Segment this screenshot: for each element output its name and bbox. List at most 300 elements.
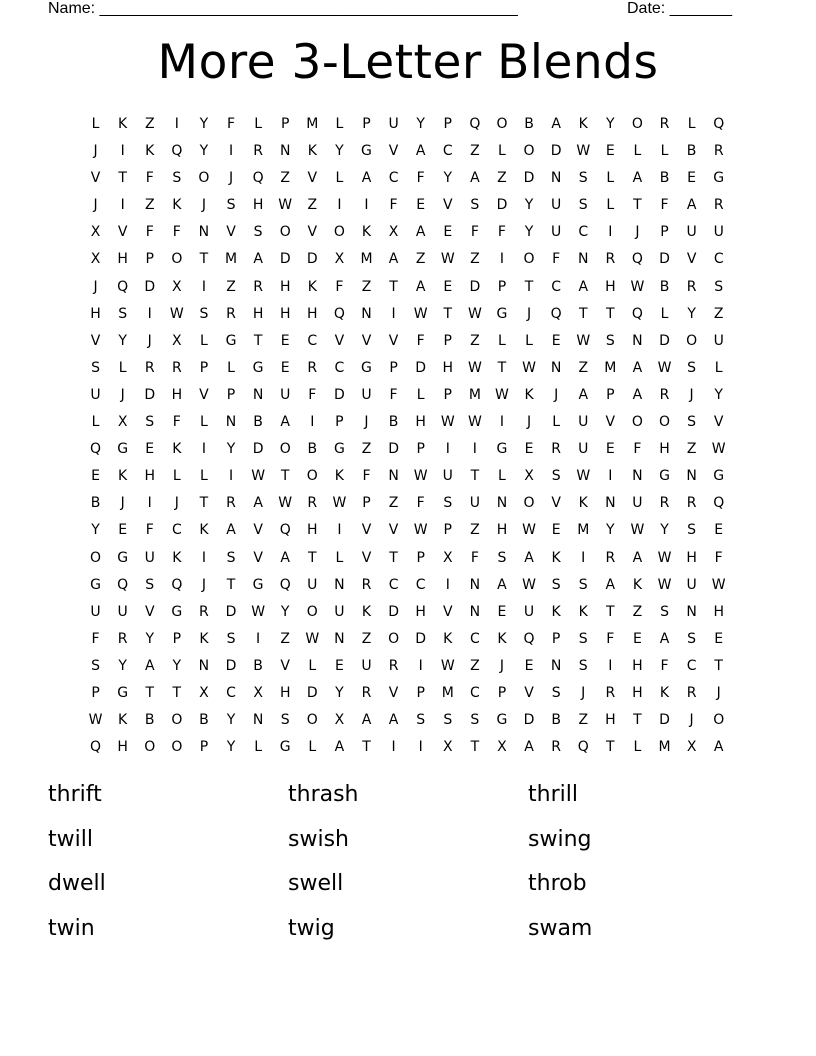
grid-letter: B — [659, 170, 670, 187]
grid-letter: W — [522, 522, 536, 539]
grid-letter: S — [497, 549, 507, 566]
grid-letter: V — [361, 522, 372, 539]
grid-letter: R — [117, 630, 128, 647]
grid-letter: N — [550, 359, 562, 376]
grid-letter: E — [524, 657, 534, 674]
grid-letter: E — [687, 170, 697, 187]
grid-letter: H — [279, 278, 291, 295]
word-item: thrash — [288, 782, 359, 807]
grid-letter: I — [445, 576, 450, 593]
grid-letter: K — [307, 143, 317, 160]
grid-letter: A — [334, 739, 345, 756]
grid-letter: E — [605, 441, 615, 458]
grid-letter: O — [171, 712, 183, 729]
grid-letter: V — [253, 522, 263, 539]
grid-letter: W — [169, 305, 184, 322]
grid-letter: L — [498, 332, 506, 349]
grid-letter: T — [308, 549, 317, 566]
grid-letter: K — [632, 576, 643, 593]
grid-letter: J — [201, 197, 206, 214]
grid-letter: J — [120, 386, 125, 403]
grid-letter: L — [498, 143, 506, 160]
grid-letter: U — [117, 603, 128, 620]
grid-letter: T — [524, 278, 534, 295]
grid-letter: S — [226, 549, 236, 566]
grid-letter: Q — [279, 576, 291, 593]
grid-letter: Y — [199, 116, 209, 132]
grid-letter: Z — [470, 332, 480, 349]
grid-letter: I — [391, 305, 396, 322]
grid-letter: V — [524, 684, 534, 701]
grid-letter: A — [524, 739, 534, 756]
grid-letter: R — [171, 359, 182, 376]
grid-letter: A — [497, 576, 507, 593]
grid-letter: W — [413, 468, 428, 485]
grid-letter: D — [225, 657, 237, 674]
grid-letter: D — [225, 603, 237, 620]
grid-letter: G — [361, 143, 372, 160]
word-row — [48, 868, 768, 913]
grid-row — [82, 111, 733, 138]
word-row — [48, 779, 768, 824]
grid-letter: A — [253, 495, 263, 512]
grid-letter: I — [201, 549, 206, 566]
grid-letter: V — [361, 549, 372, 566]
grid-letter: X — [172, 332, 182, 349]
grid-letter: W — [440, 657, 455, 674]
grid-letter: F — [389, 386, 398, 403]
grid-letter: L — [335, 170, 344, 187]
grid-letter: H — [659, 441, 670, 458]
grid-letter: L — [172, 468, 181, 485]
grid-letter: H — [415, 603, 426, 620]
grid-letter: O — [388, 630, 400, 647]
grid-letter: S — [578, 576, 588, 593]
grid-row — [82, 301, 733, 328]
grid-letter: D — [523, 170, 535, 187]
grid-letter: V — [144, 603, 155, 620]
grid-letter: U — [90, 386, 101, 403]
grid-letter: F — [660, 657, 669, 674]
grid-letter: R — [199, 603, 209, 620]
grid-letter: W — [305, 630, 320, 647]
grid-letter: F — [416, 170, 425, 187]
grid-letter: Y — [524, 224, 534, 241]
grid-letter: J — [93, 143, 98, 160]
grid-letter: N — [496, 495, 508, 512]
grid-letter: I — [364, 197, 369, 214]
grid-letter: L — [416, 386, 425, 403]
grid-letter: Q — [171, 576, 183, 593]
grid-letter: P — [199, 739, 209, 756]
grid-letter: W — [251, 603, 266, 620]
grid-letter: I — [391, 739, 396, 756]
grid-letter: U — [551, 224, 562, 241]
grid-letter: Q — [713, 495, 725, 512]
grid-letter: I — [472, 441, 477, 458]
grid-letter: H — [144, 468, 155, 485]
grid-letter: A — [280, 549, 290, 566]
grid-letter: J — [581, 684, 586, 701]
grid-letter: Z — [144, 116, 155, 132]
grid-row — [82, 680, 733, 707]
grid-letter: E — [91, 468, 100, 485]
grid-row — [82, 219, 733, 246]
grid-letter: H — [632, 684, 643, 701]
grid-row — [82, 517, 733, 544]
grid-letter: Y — [118, 657, 127, 674]
grid-letter: D — [659, 712, 670, 729]
grid-letter: S — [253, 224, 263, 241]
grid-letter: W — [467, 305, 482, 322]
word-row — [48, 824, 768, 869]
grid-letter: L — [606, 197, 615, 214]
grid-letter: P — [199, 359, 209, 376]
grid-letter: N — [334, 576, 345, 593]
grid-letter: Q — [90, 441, 102, 458]
grid-letter: K — [118, 712, 128, 729]
grid-letter: Y — [443, 170, 453, 187]
grid-letter: J — [93, 197, 98, 214]
grid-letter: W — [522, 576, 536, 593]
grid-letter: I — [201, 278, 206, 295]
grid-letter: R — [307, 359, 318, 376]
grid-letter: K — [118, 468, 128, 485]
grid-letter: Z — [497, 170, 507, 187]
grid-row — [82, 274, 733, 301]
letter-grid — [82, 111, 733, 761]
grid-letter: T — [145, 684, 155, 701]
grid-letter: S — [443, 712, 453, 729]
grid-letter: Y — [606, 116, 615, 132]
grid-letter: N — [198, 657, 210, 674]
grid-letter: R — [361, 684, 372, 701]
word-item: dwell — [48, 871, 106, 896]
grid-row — [82, 355, 733, 382]
grid-letter: A — [686, 197, 697, 214]
grid-letter: S — [551, 684, 561, 701]
grid-letter: A — [578, 386, 589, 403]
grid-letter: K — [118, 116, 128, 132]
grid-letter: E — [334, 657, 344, 674]
grid-letter: W — [413, 305, 428, 322]
grid-letter: Q — [90, 739, 102, 756]
grid-letter: G — [225, 332, 237, 349]
grid-letter: I — [337, 197, 342, 214]
grid-letter: U — [442, 468, 453, 485]
grid-letter: D — [144, 386, 156, 403]
grid-letter: R — [659, 495, 670, 512]
grid-letter: L — [687, 116, 696, 132]
grid-letter: G — [496, 441, 508, 458]
grid-row — [82, 165, 733, 192]
grid-letter: Y — [172, 657, 182, 674]
grid-letter: G — [117, 441, 129, 458]
grid-letter: A — [144, 657, 155, 674]
grid-letter: I — [147, 495, 152, 512]
grid-letter: K — [199, 522, 209, 539]
grid-letter: I — [418, 657, 423, 674]
grid-letter: L — [200, 332, 208, 349]
grid-letter: E — [714, 522, 724, 539]
grid-letter: B — [659, 278, 670, 295]
grid-letter: J — [228, 170, 234, 187]
grid-letter: R — [388, 657, 399, 674]
grid-letter: J — [689, 712, 694, 729]
grid-letter: Q — [631, 251, 643, 268]
grid-letter: E — [605, 143, 615, 160]
grid-letter: S — [416, 712, 426, 729]
grid-letter: B — [388, 414, 399, 431]
word-item: swam — [528, 915, 593, 941]
grid-letter: D — [252, 441, 264, 458]
grid-letter: Z — [361, 630, 372, 647]
grid-letter: S — [91, 657, 100, 674]
grid-letter: U — [713, 332, 724, 349]
grid-letter: P — [416, 441, 425, 458]
grid-letter: W — [413, 522, 428, 539]
grid-letter: Q — [117, 576, 129, 593]
grid-letter: W — [630, 522, 645, 539]
grid-letter: J — [364, 414, 369, 431]
grid-letter: N — [632, 468, 643, 485]
grid-letter: I — [201, 441, 206, 458]
grid-letter: H — [117, 739, 128, 756]
grid-letter: O — [496, 116, 508, 132]
grid-letter: W — [278, 197, 293, 214]
grid-letter: S — [199, 305, 209, 322]
grid-letter: C — [578, 224, 589, 241]
grid-row — [82, 463, 733, 490]
grid-letter: O — [306, 603, 318, 620]
grid-letter: H — [605, 278, 616, 295]
grid-letter: T — [362, 739, 371, 756]
grid-letter: U — [361, 386, 372, 403]
grid-letter: W — [657, 576, 672, 593]
grid-letter: N — [334, 630, 345, 647]
grid-letter: G — [659, 468, 670, 485]
grid-letter: G — [333, 441, 345, 458]
grid-letter: V — [90, 332, 101, 349]
grid-letter: Q — [713, 116, 725, 132]
grid-letter: A — [605, 576, 616, 593]
grid-letter: A — [524, 549, 534, 566]
grid-letter: D — [388, 603, 399, 620]
grid-letter: B — [253, 657, 263, 674]
grid-letter: E — [145, 441, 155, 458]
grid-letter: O — [279, 224, 291, 241]
grid-letter: O — [686, 332, 698, 349]
grid-letter: A — [632, 549, 643, 566]
grid-letter: A — [415, 278, 426, 295]
grid-letter: X — [524, 468, 534, 485]
grid-letter: X — [90, 251, 101, 268]
grid-letter: S — [470, 197, 480, 214]
grid-letter: Z — [578, 359, 589, 376]
grid-letter: S — [687, 414, 697, 431]
grid-letter: E — [714, 630, 724, 647]
page-title: More 3-Letter Blends — [157, 35, 659, 90]
grid-letter: Y — [416, 116, 425, 132]
grid-letter: C — [226, 684, 236, 701]
grid-letter: G — [713, 468, 725, 485]
grid-letter: Q — [252, 170, 264, 187]
grid-letter: R — [605, 549, 616, 566]
grid-letter: H — [252, 305, 264, 322]
grid-letter: I — [418, 739, 423, 756]
grid-letter: Z — [415, 251, 426, 268]
grid-letter: R — [659, 386, 670, 403]
grid-letter: M — [306, 116, 319, 132]
grid-letter: P — [226, 386, 236, 403]
grid-letter: L — [227, 359, 235, 376]
grid-letter: T — [199, 251, 209, 268]
grid-letter: M — [658, 739, 671, 756]
grid-letter: W — [440, 251, 455, 268]
grid-letter: W — [711, 576, 726, 593]
word-item: twill — [48, 826, 93, 852]
grid-letter: J — [689, 386, 694, 403]
grid-letter: Y — [118, 332, 127, 349]
grid-letter: U — [713, 224, 724, 241]
grid-letter: J — [147, 332, 152, 349]
grid-letter: S — [578, 630, 588, 647]
grid-letter: X — [442, 549, 453, 566]
grid-letter: Z — [470, 143, 480, 160]
grid-letter: A — [280, 414, 290, 431]
grid-letter: Y — [91, 522, 100, 539]
grid-letter: W — [711, 441, 726, 458]
grid-letter: L — [660, 143, 669, 160]
grid-letter: N — [361, 305, 372, 322]
grid-letter: F — [633, 441, 642, 458]
grid-letter: T — [606, 305, 615, 322]
grid-letter: L — [335, 116, 344, 132]
word-item: thrill — [528, 782, 578, 807]
grid-letter: S — [172, 170, 182, 187]
grid-letter: F — [145, 522, 154, 539]
grid-letter: N — [550, 657, 562, 674]
grid-row — [82, 192, 733, 219]
grid-letter: P — [362, 495, 371, 512]
grid-letter: L — [633, 143, 642, 160]
grid-letter: T — [389, 278, 398, 295]
grid-letter: V — [686, 251, 697, 268]
grid-letter: V — [361, 332, 372, 349]
grid-letter: E — [551, 332, 561, 349]
grid-letter: B — [686, 143, 697, 160]
grid-letter: K — [578, 116, 588, 132]
grid-letter: U — [551, 197, 562, 214]
grid-letter: F — [416, 332, 425, 349]
grid-letter: R — [226, 495, 236, 512]
grid-letter: S — [443, 495, 453, 512]
grid-letter: R — [551, 441, 561, 458]
grid-letter: Y — [226, 712, 236, 729]
grid-letter: I — [499, 414, 505, 431]
grid-letter: Z — [470, 251, 480, 268]
grid-letter: N — [605, 495, 616, 512]
grid-letter: X — [686, 739, 697, 756]
grid-letter: V — [117, 224, 128, 241]
grid-letter: L — [308, 657, 317, 674]
grid-letter: P — [497, 684, 507, 701]
grid-letter: S — [118, 305, 128, 322]
grid-letter: F — [470, 549, 479, 566]
grid-letter: C — [469, 630, 480, 647]
grid-letter: S — [551, 576, 561, 593]
grid-letter: Q — [171, 143, 183, 160]
grid-letter: E — [416, 197, 426, 214]
grid-letter: N — [632, 332, 643, 349]
grid-letter: O — [144, 739, 156, 756]
grid-letter: A — [632, 170, 643, 187]
grid-letter: Q — [469, 116, 481, 132]
grid-letter: K — [578, 495, 588, 512]
grid-letter: B — [551, 712, 561, 729]
grid-letter: H — [605, 712, 616, 729]
grid-letter: D — [334, 386, 345, 403]
grid-letter: P — [389, 359, 398, 376]
grid-letter: O — [631, 414, 643, 431]
grid-letter: T — [226, 576, 236, 593]
grid-letter: N — [469, 576, 481, 593]
grid-letter: I — [499, 251, 505, 268]
grid-letter: X — [90, 224, 101, 241]
grid-letter: K — [497, 630, 507, 647]
grid-letter: A — [632, 359, 643, 376]
grid-letter: T — [389, 549, 398, 566]
grid-letter: O — [333, 224, 345, 241]
grid-letter: Z — [686, 441, 697, 458]
grid-letter: T — [633, 197, 642, 214]
grid-letter: Q — [523, 630, 535, 647]
grid-letter: E — [524, 441, 534, 458]
grid-letter: L — [200, 468, 208, 485]
grid-letter: M — [360, 251, 373, 268]
grid-letter: C — [388, 170, 399, 187]
grid-letter: R — [713, 197, 724, 214]
grid-letter: Y — [199, 143, 209, 160]
grid-letter: F — [470, 224, 479, 241]
grid-letter: R — [713, 143, 724, 160]
grid-letter: P — [416, 684, 425, 701]
grid-letter: F — [389, 197, 398, 214]
grid-letter: V — [442, 197, 453, 214]
grid-letter: W — [251, 468, 266, 485]
grid-letter: U — [334, 603, 345, 620]
grid-letter: I — [445, 441, 450, 458]
grid-letter: H — [713, 603, 724, 620]
grid-letter: Y — [335, 143, 344, 160]
grid-letter: U — [90, 603, 101, 620]
grid-letter: W — [657, 359, 672, 376]
grid-letter: T — [606, 603, 615, 620]
grid-row — [82, 409, 733, 436]
grid-letter: F — [660, 197, 669, 214]
grid-letter: O — [171, 251, 183, 268]
grid-letter: T — [470, 468, 480, 485]
grid-letter: F — [552, 251, 561, 268]
grid-letter: W — [522, 359, 536, 376]
grid-letter: F — [308, 386, 317, 403]
grid-letter: V — [199, 386, 209, 403]
grid-letter: M — [468, 386, 481, 403]
grid-letter: T — [280, 468, 290, 485]
grid-letter: C — [442, 143, 453, 160]
grid-letter: Y — [524, 197, 534, 214]
grid-letter: S — [226, 630, 236, 647]
